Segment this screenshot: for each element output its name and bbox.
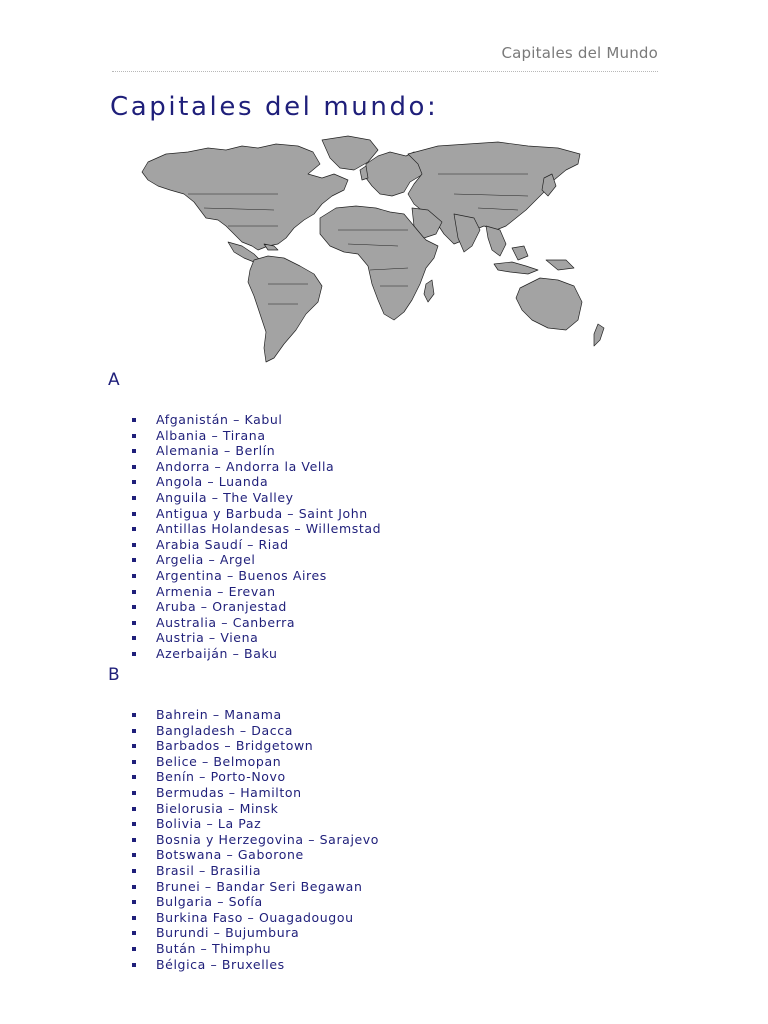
madagascar-shape xyxy=(424,280,434,302)
southeast-asia-shape xyxy=(486,226,506,256)
list-item: Alemania – Berlín xyxy=(132,443,381,459)
list-item: Azerbaiján – Baku xyxy=(132,646,381,662)
list-item: Brasil – Brasilia xyxy=(132,863,379,879)
list-item: Barbados – Bridgetown xyxy=(132,738,379,754)
header-divider xyxy=(112,71,658,72)
list-item: Anguila – The Valley xyxy=(132,490,381,506)
section-letter-b: B xyxy=(108,665,120,685)
list-item: Angola – Luanda xyxy=(132,474,381,490)
page-title: Capitales del mundo: xyxy=(110,92,439,122)
world-map-image xyxy=(108,134,638,370)
australia-shape xyxy=(516,278,582,330)
list-item: Bulgaria – Sofía xyxy=(132,894,379,910)
list-item: Armenia – Erevan xyxy=(132,584,381,600)
list-item: Aruba – Oranjestad xyxy=(132,599,381,615)
list-item: Bolivia – La Paz xyxy=(132,816,379,832)
north-america-shape xyxy=(142,144,348,250)
new-zealand-shape xyxy=(594,324,604,346)
list-item: Argelia – Argel xyxy=(132,552,381,568)
new-guinea-shape xyxy=(546,260,574,270)
list-item: Austria – Viena xyxy=(132,630,381,646)
list-item: Argentina – Buenos Aires xyxy=(132,568,381,584)
list-item: Bután – Thimphu xyxy=(132,941,379,957)
list-item: Bélgica – Bruxelles xyxy=(132,957,379,973)
south-america-shape xyxy=(248,256,322,362)
list-item: Bahrein – Manama xyxy=(132,707,379,723)
list-item: Belice – Belmopan xyxy=(132,754,379,770)
running-header: Capitales del Mundo xyxy=(501,44,658,62)
list-item: Afganistán – Kabul xyxy=(132,412,381,428)
list-item: Burkina Faso – Ouagadougou xyxy=(132,910,379,926)
list-item: Burundi – Bujumbura xyxy=(132,925,379,941)
list-item: Arabia Saudí – Riad xyxy=(132,537,381,553)
indonesia-shape xyxy=(494,262,538,274)
list-item: Albania – Tirana xyxy=(132,428,381,444)
list-item: Bangladesh – Dacca xyxy=(132,723,379,739)
capital-list-a xyxy=(132,412,381,662)
section-letter-a: A xyxy=(108,370,120,390)
section-b xyxy=(108,665,708,972)
list-item: Antillas Holandesas – Willemstad xyxy=(132,521,381,537)
list-item: Benín – Porto-Novo xyxy=(132,769,379,785)
list-item: Brunei – Bandar Seri Begawan xyxy=(132,879,379,895)
section-a xyxy=(108,370,708,661)
list-item: Bielorusia – Minsk xyxy=(132,801,379,817)
list-item: Antigua y Barbuda – Saint John xyxy=(132,506,381,522)
capital-list-b xyxy=(132,707,379,972)
list-item: Bosnia y Herzegovina – Sarajevo xyxy=(132,832,379,848)
list-item: Australia – Canberra xyxy=(132,615,381,631)
list-item: Andorra – Andorra la Vella xyxy=(132,459,381,475)
borneo-shape xyxy=(512,246,528,260)
list-item: Botswana – Gaborone xyxy=(132,847,379,863)
list-item: Bermudas – Hamilton xyxy=(132,785,379,801)
